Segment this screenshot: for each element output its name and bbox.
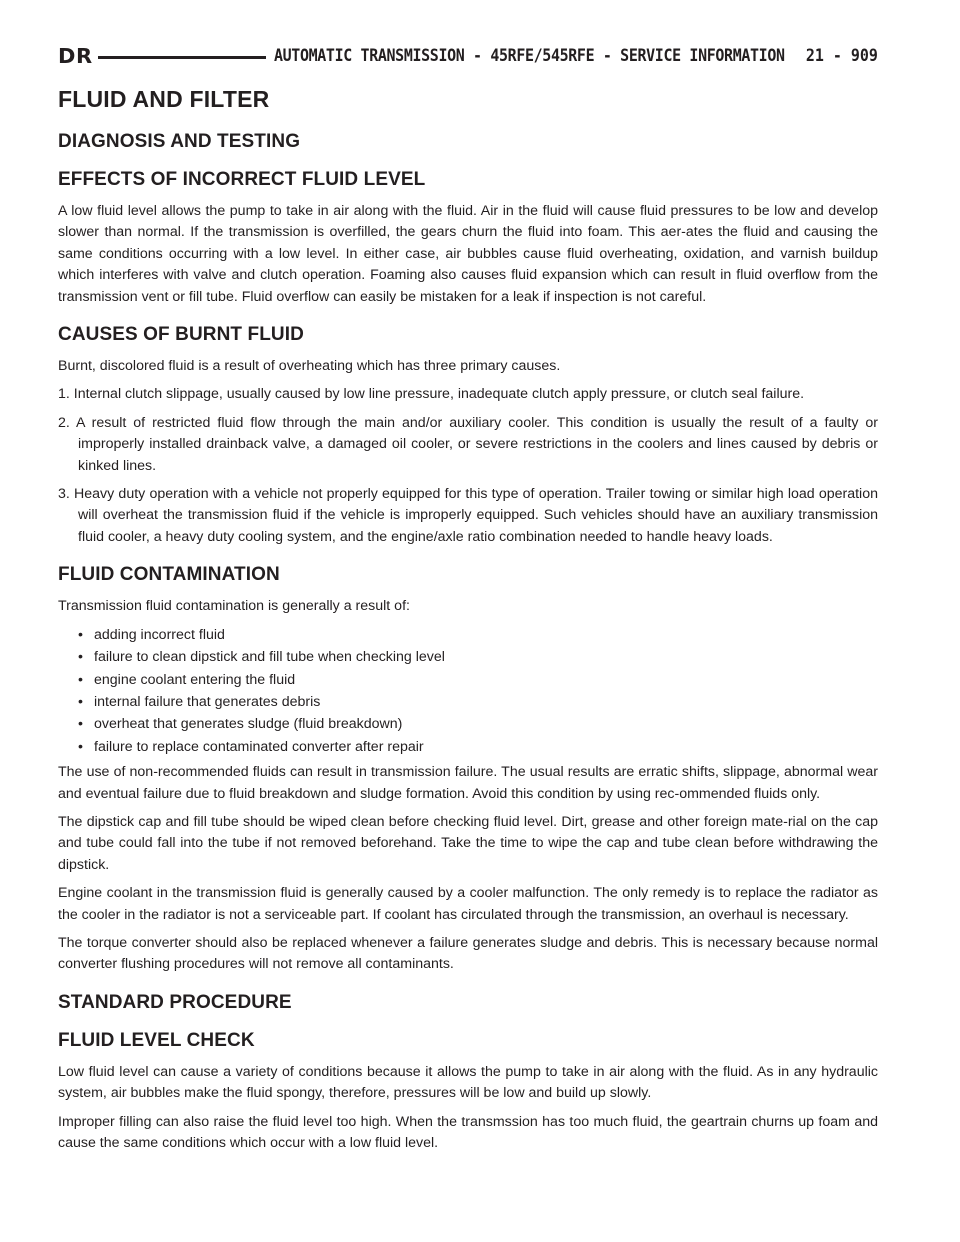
list-item — [78, 714, 878, 735]
list-item-text: adding incorrect fluid — [94, 626, 225, 643]
section-heading-standard-procedure: STANDARD PROCEDURE — [58, 991, 292, 1013]
list-item — [78, 647, 878, 668]
page-header — [58, 44, 878, 70]
list-item-text: overheat that generates sludge (fluid breakdown) — [94, 716, 403, 733]
header-rule — [98, 56, 266, 59]
subsection-heading-contamination: FLUID CONTAMINATION — [58, 564, 280, 586]
list-item-text: failure to clean dipstick and fill tube when checking level — [94, 649, 445, 666]
subsection-heading-fluid-level-check: FLUID LEVEL CHECK — [58, 1029, 255, 1051]
subsection-heading-effects: EFFECTS OF INCORRECT FLUID LEVEL — [58, 169, 426, 190]
list-item — [78, 625, 878, 646]
paragraph-non-recommended-fluids: The use of non-recommended fluids can result in transmission failure. The usual results are erratic shifts, slippage, abnormal wear and eventual failure due to fluid breakdown and sludge formation. Avoid this condition by using rec-ommended fluids only. — [58, 764, 878, 802]
page-title: FLUID AND FILTER — [58, 86, 270, 112]
paragraph-dipstick-cleaning: The dipstick cap and fill tube should be wiped clean before checking fluid level. Dirt, grease and other foreign mate-rial on the cap and tube could fall into the tube if not removed beforehand. Take the time to wipe the cap and tube clean before withdrawing the dipstick. — [58, 813, 878, 873]
bullet-icon: • — [78, 693, 83, 710]
header-model-code: DR — [58, 44, 93, 68]
burnt-causes-list — [58, 384, 878, 548]
header-page-number: 21 - 909 — [805, 46, 878, 66]
list-item: 1. Internal clutch slippage, usually caused by low line pressure, inadequate clutch apply pressure, or clutch seal failure. — [58, 386, 805, 403]
list-item-text: failure to replace contaminated converter after repair — [94, 738, 424, 755]
bullet-icon: • — [78, 738, 83, 755]
paragraph-low-fluid-level: Low fluid level can cause a variety of conditions because it allows the pump to take in air along with the fluid. As in any hydraulic system, air bubbles make the fluid spongy, therefore, pressures will be low and build up slowly. — [58, 1063, 878, 1102]
paragraph-contamination-intro: Transmission fluid contamination is generally a result of: — [58, 598, 410, 615]
list-item — [78, 670, 878, 691]
paragraph-engine-coolant: Engine coolant in the transmission fluid is generally caused by a cooler malfunction. The only remedy is to replace the radiator as the cooler in the radiator is not a serviceable part. If coolant has circulated through the transmission, an overhaul is necessary. — [58, 885, 878, 923]
bullet-icon: • — [78, 649, 83, 666]
bullet-icon: • — [78, 716, 83, 733]
list-item — [78, 737, 878, 758]
list-item — [78, 692, 878, 713]
list-item: 3. Heavy duty operation with a vehicle not properly equipped for this type of operation. Trailer towing or similar high load operation will overheat the transmission fluid if the vehicle is improperly equipped. Such vehicles should have an auxiliary transmission fluid cooler, a heavy duty cooling system, and the engine/axle ratio combination needed to handle heavy loads. — [58, 486, 878, 545]
bullet-icon: • — [78, 671, 83, 688]
list-item: 2. A result of restricted fluid flow through the main and/or auxiliary cooler. This condition is usually the result of a faulty or improperly installed drainback valve, a damaged oil cooler, or severe restrictions in the coolers and lines caused by debris or kinked lines. — [58, 414, 878, 474]
header-section-title: AUTOMATIC TRANSMISSION - 45RFE/545RFE - SERVICE INFORMATION — [274, 46, 785, 66]
page-content — [58, 86, 878, 1161]
subsection-heading-burnt-fluid: CAUSES OF BURNT FLUID — [58, 324, 304, 346]
bullet-icon: • — [78, 626, 83, 643]
paragraph-burnt-intro: Burnt, discolored fluid is a result of overheating which has three primary causes. — [58, 358, 561, 375]
list-item-text: engine coolant entering the fluid — [94, 671, 296, 688]
paragraph-effects: A low fluid level allows the pump to take in air along with the fluid. Air in the fluid will cause fluid pressures to be low and develop slower than normal. If the transmission is overfilled, the gears churn the fluid into foam. This aer-ates the fluid and causing the same conditions occurring with a low level. In either case, air bubbles cause fluid overheating, oxidation, and varnish buildup which interferes with valve and clutch operation. Foaming also causes fluid expansion which can result in fluid overflow from the transmission vent or fill tube. Fluid overflow can easily be mistaken for a leak if inspection is not careful. — [58, 203, 878, 305]
section-heading-diagnosis: DIAGNOSIS AND TESTING — [58, 131, 301, 152]
paragraph-improper-filling: Improper filling can also raise the fluid level too high. When the transmssion has too much fluid, the geartrain churns up foam and cause the same conditions which occur with a low fluid level. — [58, 1113, 878, 1151]
list-item-text: internal failure that generates debris — [94, 693, 321, 710]
contamination-causes-list — [58, 625, 878, 758]
paragraph-torque-converter: The torque converter should also be replaced whenever a failure generates sludge and debris. This is necessary because normal converter flushing procedures will not remove all contaminants. — [58, 934, 878, 973]
